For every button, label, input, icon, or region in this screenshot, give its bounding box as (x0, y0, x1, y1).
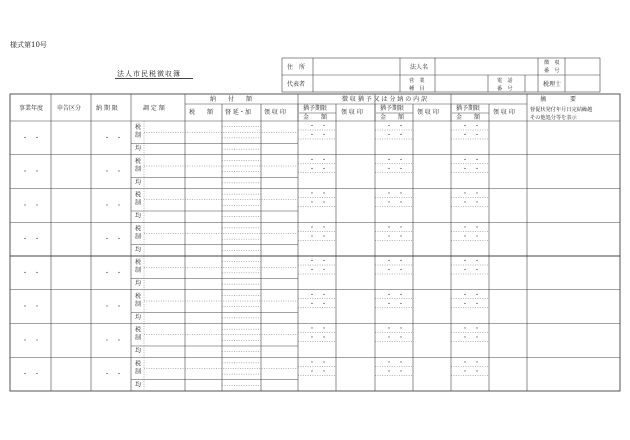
grace-date-value: ・ ・ (386, 300, 405, 308)
grace-date-value: ・ ・ (386, 190, 405, 198)
grace-date-value: ・ ・ (386, 325, 405, 333)
column-dividers (51, 94, 527, 391)
deadline-value: ・ ・ (104, 168, 123, 176)
grace-date-value: ・ ・ (462, 224, 481, 232)
row-label-system: 制 (135, 300, 142, 308)
grace-date-value: ・ ・ (462, 368, 481, 376)
grace-date-value: ・ ・ (309, 300, 328, 308)
phone-label-1: 電 話 (497, 78, 513, 84)
grace-date-value: ・ ・ (309, 165, 328, 173)
row-label-system: 制 (135, 267, 142, 274)
header-payment-group: 納 付 額 (210, 96, 253, 103)
business-type-label-2: 種 目 (409, 86, 425, 92)
year-value: ・ ・ (22, 269, 41, 277)
form-title: 法人市民税徴収簿 (117, 70, 181, 78)
header-amount-3: 金 額 (456, 114, 481, 121)
header-receipt-stamp-2: 領 収 印 (341, 109, 363, 116)
grace-date-value: ・ ・ (462, 300, 481, 308)
row-label-equal: 均 (135, 347, 142, 355)
grace-date-value: ・ ・ (462, 359, 481, 367)
grace-date-value: ・ ・ (462, 190, 481, 198)
deadline-value: ・ ・ (104, 134, 123, 142)
row-label-equal: 均 (135, 313, 142, 321)
business-type-label-1: 営 業 (409, 78, 425, 84)
grace-date-value: ・ ・ (309, 359, 328, 367)
grace-date-value: ・ ・ (386, 258, 405, 265)
grace-date-value: ・ ・ (386, 132, 405, 139)
grace-date-value: ・ ・ (309, 123, 328, 130)
grace-date-value: ・ ・ (386, 123, 405, 130)
header-note-1: 督促状発付年月日完結繰越 (530, 107, 593, 113)
header-deadline: 納 期 限 (96, 105, 118, 112)
grace-date-value: ・ ・ (386, 267, 405, 274)
grace-date-value: ・ ・ (462, 267, 481, 274)
header-grace-deadline-1: 猶予期限 (303, 105, 328, 112)
grace-date-value: ・ ・ (386, 156, 405, 164)
grace-date-value: ・ ・ (386, 334, 405, 342)
header-summary: 摘 要 (540, 96, 577, 103)
header-delinquent: 督 延・加 (225, 109, 251, 116)
grace-date-value: ・ ・ (462, 132, 481, 139)
header-amount-1: 金 額 (303, 114, 328, 121)
row-label-tax-system: 税 (135, 292, 142, 300)
grace-date-value: ・ ・ (386, 359, 405, 367)
deadline-value: ・ ・ (104, 236, 123, 244)
row-label-tax-system: 税 (135, 191, 142, 199)
deadline-value: ・ ・ (104, 371, 123, 379)
row-label-equal: 均 (135, 178, 142, 186)
grace-date-value: ・ ・ (309, 291, 328, 299)
grace-date-value: ・ ・ (462, 123, 481, 130)
header-report-type: 申告区分 (57, 105, 82, 112)
row-label-system: 制 (135, 199, 142, 207)
grace-date-value: ・ ・ (309, 325, 328, 333)
grace-date-value: ・ ・ (386, 224, 405, 232)
row-label-system: 制 (135, 233, 142, 241)
year-value: ・ ・ (22, 236, 41, 244)
deadline-value: ・ ・ (104, 202, 123, 210)
grace-date-value: ・ ・ (309, 132, 328, 139)
year-value: ・ ・ (22, 202, 41, 210)
year-value: ・ ・ (22, 337, 41, 345)
grace-date-value: ・ ・ (309, 267, 328, 274)
grace-date-value: ・ ・ (309, 334, 328, 342)
row-label-tax-system: 税 (135, 360, 142, 368)
year-value: ・ ・ (22, 168, 41, 176)
form-number: 様式第10号 (10, 41, 47, 49)
grace-date-value: ・ ・ (309, 233, 328, 241)
grace-date-value: ・ ・ (462, 334, 481, 342)
grace-date-value: ・ ・ (309, 224, 328, 232)
header-grace-deadline-3: 猶予期限 (456, 105, 481, 112)
deadline-value: ・ ・ (104, 303, 123, 311)
row-label-system: 制 (135, 165, 142, 173)
header-year: 事業年度 (19, 105, 44, 112)
company-name-label: 法人名 (410, 64, 429, 71)
header-receipt-stamp-4: 領 収 印 (493, 109, 515, 116)
deadline-value: ・ ・ (104, 269, 123, 277)
header-amount-2: 金 額 (380, 114, 405, 121)
grace-date-value: ・ ・ (462, 199, 481, 207)
header-note-2: その他処分等を表示 (530, 115, 577, 121)
grace-date-value: ・ ・ (309, 368, 328, 376)
header-grace-deadline-2: 猶予期限 (380, 105, 405, 112)
tax-accountant-label: 税理士 (543, 81, 562, 88)
row-label-system: 制 (135, 334, 142, 342)
grace-date-value: ・ ・ (462, 258, 481, 265)
grace-date-value: ・ ・ (309, 190, 328, 198)
row-label-system: 制 (135, 132, 142, 139)
header-receipt-stamp-3: 領 収 印 (417, 109, 439, 116)
row-label-tax-system: 税 (135, 259, 142, 266)
header-collection-group: 徴 収 猶 予 又 は 分 納 の 内 訳 (342, 96, 428, 103)
row-label-equal: 均 (135, 280, 142, 287)
grace-date-value: ・ ・ (386, 199, 405, 207)
deadline-value: ・ ・ (104, 337, 123, 345)
row-label-tax-system: 税 (135, 225, 142, 233)
year-value: ・ ・ (22, 303, 41, 311)
phone-label-2: 番 号 (497, 86, 513, 92)
row-label-equal: 均 (135, 212, 142, 220)
row-label-equal: 均 (135, 246, 142, 254)
grace-date-value: ・ ・ (462, 156, 481, 164)
grace-date-value: ・ ・ (386, 368, 405, 376)
year-value: ・ ・ (22, 134, 41, 142)
header-receipt-stamp-1: 領 収 印 (264, 109, 286, 116)
grace-date-value: ・ ・ (309, 199, 328, 207)
row-label-tax-system: 税 (135, 157, 142, 165)
row-label-equal: 均 (135, 145, 142, 152)
grace-date-value: ・ ・ (309, 258, 328, 265)
address-label: 住 所 (287, 64, 306, 71)
representative-label: 代表者 (287, 81, 306, 88)
grace-date-value: ・ ・ (386, 165, 405, 173)
grace-date-value: ・ ・ (462, 165, 481, 173)
grace-date-value: ・ ・ (386, 233, 405, 241)
grace-date-value: ・ ・ (462, 291, 481, 299)
grace-date-value: ・ ・ (462, 325, 481, 333)
grace-date-value: ・ ・ (309, 156, 328, 164)
row-label-equal: 均 (135, 381, 142, 389)
year-value: ・ ・ (22, 371, 41, 379)
header-assessed-amount: 調 定 額 (143, 105, 165, 112)
row-label-tax-system: 税 (135, 326, 142, 334)
header-tax-amount: 税 額 (189, 109, 214, 116)
collection-number-label-1: 徴 収 (544, 60, 560, 66)
collection-number-label-2: 番 号 (544, 68, 560, 74)
row-label-tax-system: 税 (135, 124, 142, 131)
grace-date-value: ・ ・ (462, 233, 481, 241)
grace-date-value: ・ ・ (386, 291, 405, 299)
row-label-system: 制 (135, 368, 142, 376)
